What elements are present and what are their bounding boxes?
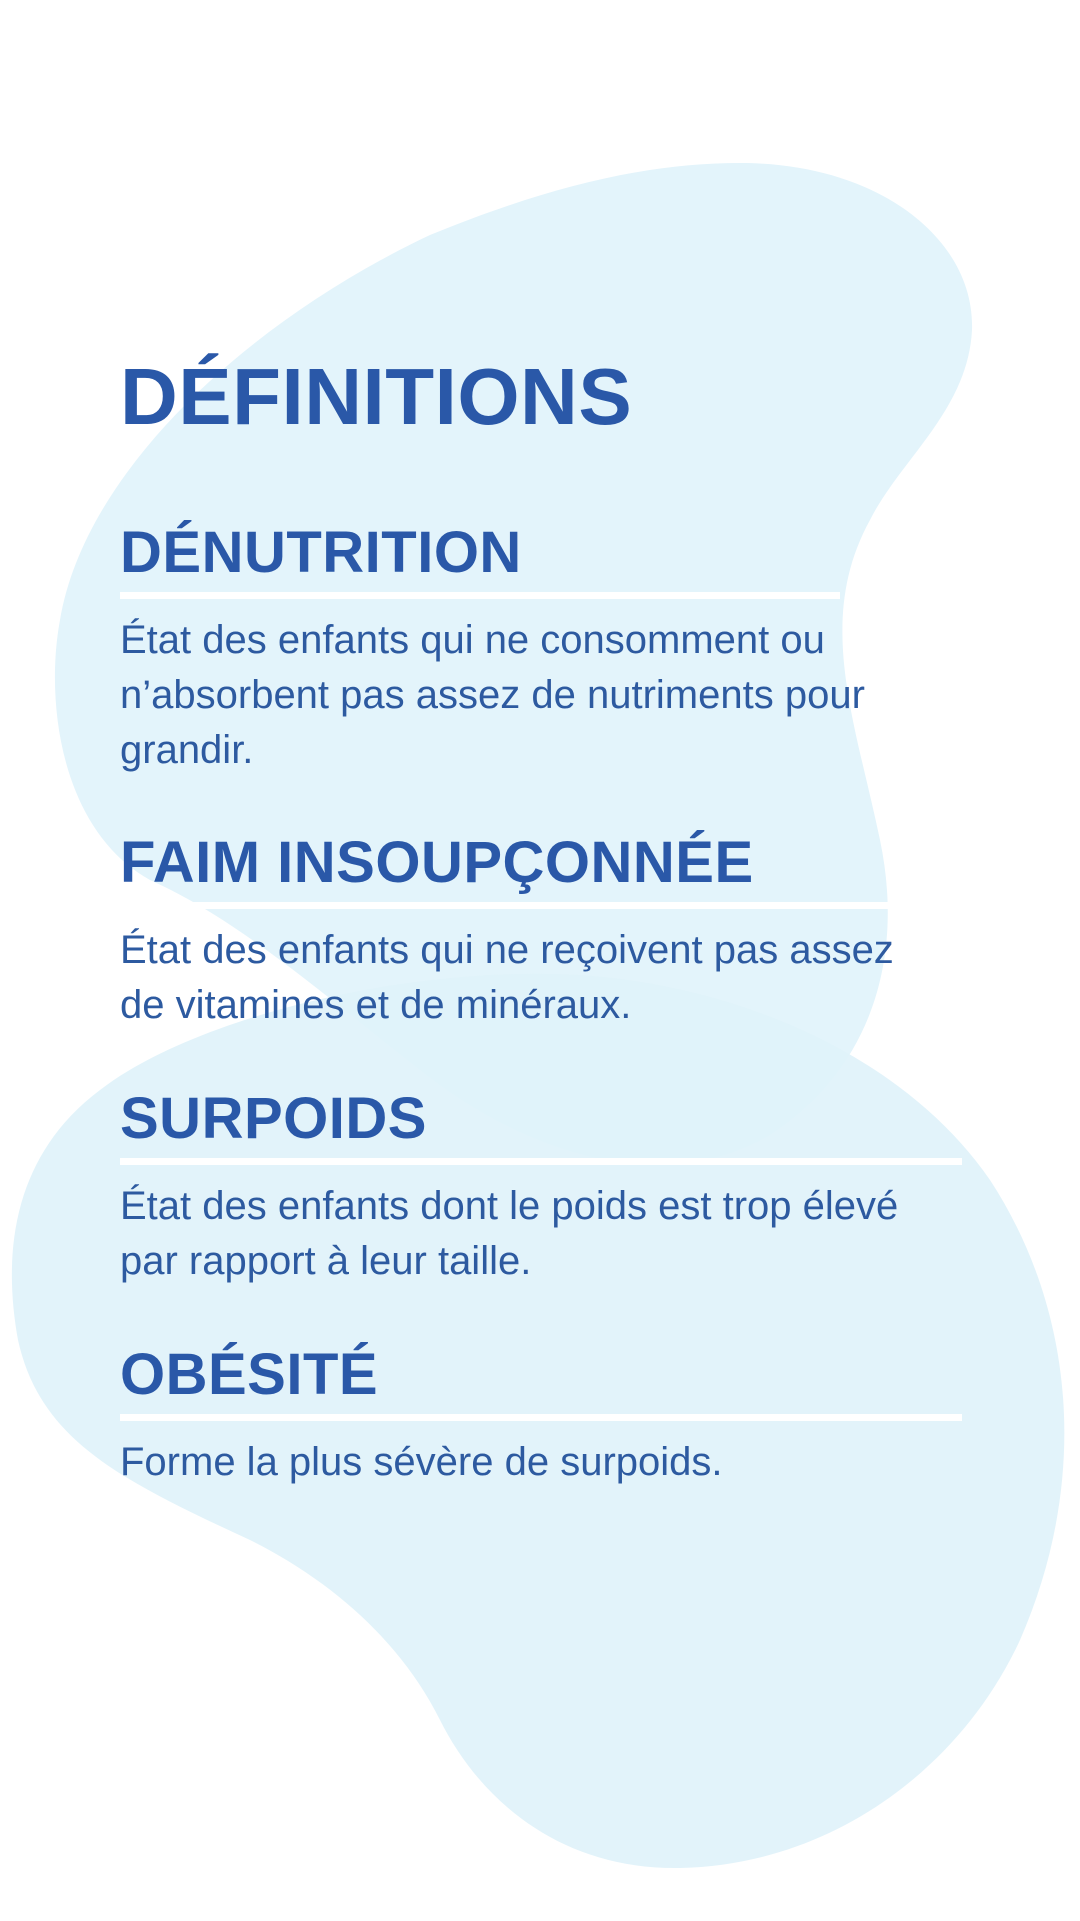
definition-text: État des enfants qui ne consomment ou n’absorbent pas assez de nutriments pour grandir. <box>120 618 865 772</box>
definition-denutrition <box>120 520 960 778</box>
definition-term: OBÉSITÉ <box>120 1342 379 1407</box>
divider <box>120 1414 962 1421</box>
definition-surpoids <box>120 1086 960 1289</box>
divider <box>120 592 840 599</box>
definition-term: SURPOIDS <box>120 1086 427 1151</box>
page-title: DÉFINITIONS <box>120 352 633 441</box>
divider <box>120 902 888 909</box>
definition-faim-insoupconnee <box>120 830 960 1033</box>
divider <box>120 1158 962 1165</box>
definition-text: État des enfants dont le poids est trop élevé par rapport à leur taille. <box>120 1184 899 1283</box>
definition-text: État des enfants qui ne reçoivent pas assez de vitamines et de minéraux. <box>120 928 894 1027</box>
definition-obesite <box>120 1342 960 1490</box>
definition-term: DÉNUTRITION <box>120 520 522 585</box>
definition-term: FAIM INSOUPÇONNÉE <box>120 830 754 895</box>
definition-text: Forme la plus sévère de surpoids. <box>120 1440 723 1484</box>
